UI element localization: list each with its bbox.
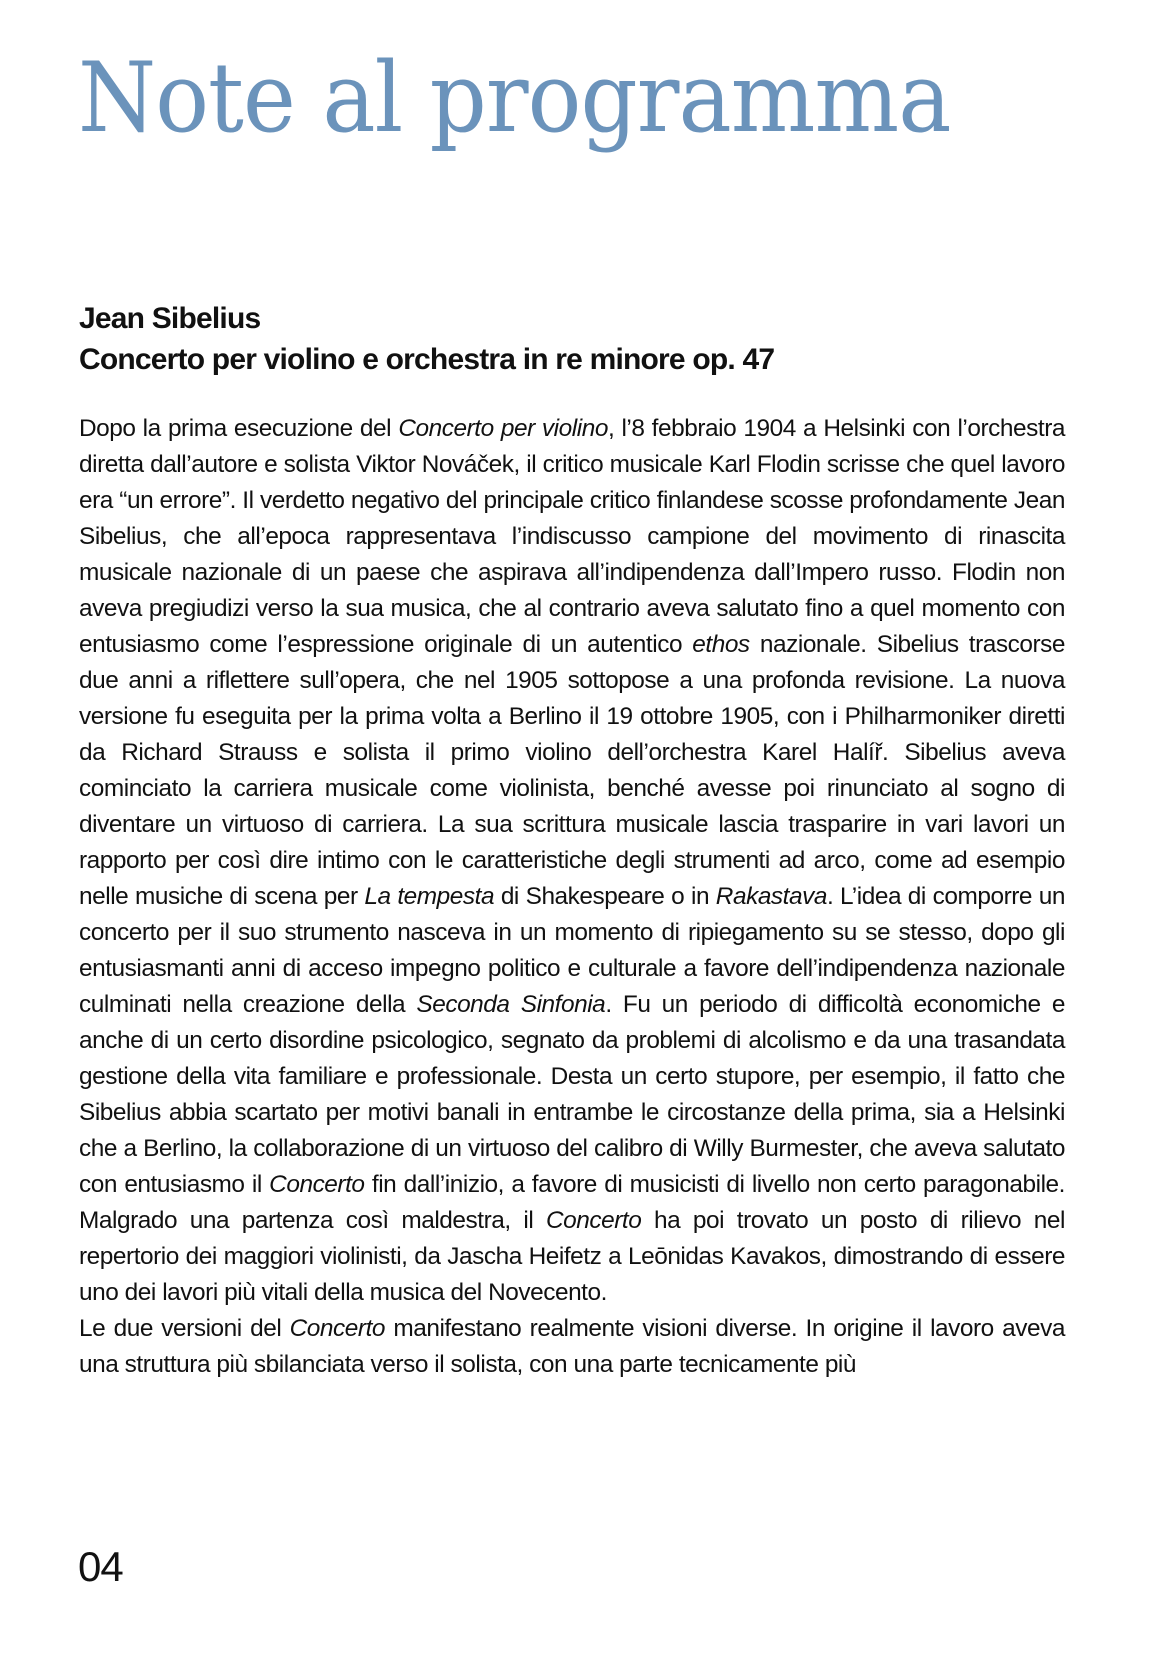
italic-title: Rakastava bbox=[715, 883, 827, 910]
work-title: Concerto per violino e orchestra in re minore op. 47 bbox=[79, 343, 775, 376]
text-segment: nazionale. Sibelius trascorse due anni a riflettere sull’opera, che nel 1905 sottopose a una profonda revisione. La nuova versione fu eseguita per la prima volta a Berlino il 19 ottobre 1905, con i Philharmoniker diretti da Richard Strauss e solista il primo violino dell’orchestra Karel Halíř. Sibelius aveva cominciato la carriera musicale come violinista, benché avesse poi rinunciato al sogno di diventare un virtuoso di carriera. La sua scrittura musicale lascia trasparire in vari lavori un rapporto per così dire intimo con le caratteristiche degli strumenti ad arco, come ad esempio nelle musiche di scena per bbox=[79, 631, 1065, 910]
composer-name: Jean Sibelius bbox=[79, 302, 261, 335]
paragraph bbox=[79, 1311, 1065, 1383]
italic-title: Concerto per violino bbox=[398, 415, 608, 442]
italic-title: Concerto bbox=[269, 1171, 365, 1198]
italic-title: Seconda Sinfonia bbox=[416, 991, 606, 1018]
page-number: 04 bbox=[78, 1543, 123, 1590]
italic-title: Concerto bbox=[545, 1207, 642, 1234]
text-segment: di Shakespeare o in bbox=[494, 883, 716, 910]
paragraph bbox=[79, 411, 1065, 1311]
text-segment: . L’idea di comporre un concerto per il suo strumento nasceva in un momento di ripiegamento su se stesso, dopo gli entusiasmanti anni di acceso impegno politico e culturale a favore dell’indipendenza nazionale culminati nella creazione della bbox=[79, 883, 1065, 1018]
italic-title: Concerto bbox=[289, 1315, 386, 1342]
text-segment: . Fu un periodo di difficoltà economiche e anche di un certo disordine psicologico, segnato da problemi di alcolismo e da una trasandata gestione della vita familiare e professionale. Desta un certo stupore, per esempio, il fatto che Sibelius abbia scartato per motivi banali in entrambe le circostanze della prima, sia a Helsinki che a Berlino, la collaborazione di un virtuoso del calibro di Willy Burmester, che aveva salutato con entusiasmo il bbox=[79, 991, 1066, 1198]
text-segment: Dopo la prima esecuzione del bbox=[79, 415, 399, 442]
text-segment: fin dall’inizio, a favore di musicisti di livello non certo paragonabile. Malgrado una partenza così maldestra, il bbox=[79, 1171, 1066, 1234]
text-segment: manifestano realmente visioni diverse. In origine il lavoro aveva una struttura più sbilanciata verso il solista, con una parte tecnicamente più bbox=[79, 1315, 1065, 1378]
text-segment: ha poi trovato un posto di rilievo nel repertorio dei maggiori violinisti, da Jascha Heifetz a Leōnidas Kavakos, dimostrando di essere uno dei lavori più vitali della musica del Novecento. bbox=[79, 1207, 1065, 1306]
page-title: Note al programma bbox=[78, 42, 951, 154]
text-segment: , l’8 febbraio 1904 a Helsinki con l’orchestra diretta dall’autore e solista Viktor Nováček, il critico musicale Karl Flodin scrisse che quel lavoro era “un errore”. Il verdetto negativo del principale critico finlandese scosse profondamente Jean Sibelius, che all’epoca rappresentava l’indiscusso campione del movimento di rinascita musicale nazionale di un paese che aspirava all’indipendenza dall’Impero russo. Flodin non aveva pregiudizi verso la sua musica, che al contrario aveva salutato fino a quel momento con entusiasmo come l’espressione originale di un autentico bbox=[79, 415, 1065, 658]
italic-term: ethos bbox=[692, 631, 750, 658]
program-notes-body bbox=[79, 411, 1065, 1383]
text-segment: Le due versioni del bbox=[79, 1315, 290, 1342]
italic-title: La tempesta bbox=[364, 883, 495, 910]
